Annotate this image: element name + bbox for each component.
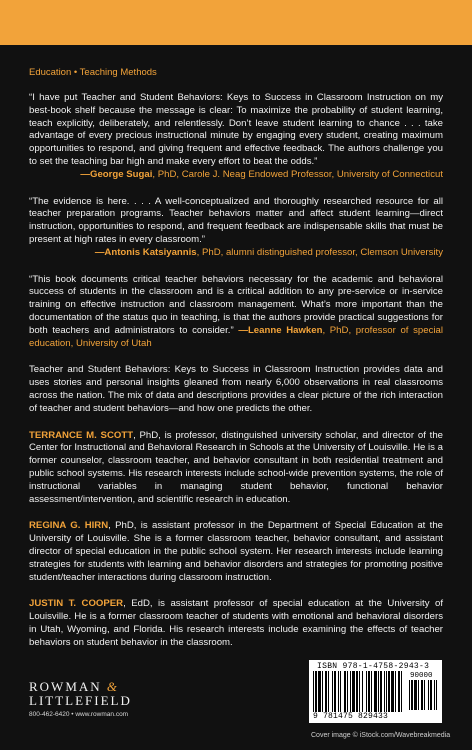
barcode-bar	[384, 671, 385, 712]
endorser-name: —Leanne Hawken	[238, 324, 323, 336]
barcode-bar	[347, 671, 348, 712]
barcode-bar	[368, 671, 370, 712]
author-bio-text: , PhD, is professor, distinguished university scholar, and director of the Center for Instructional and Behavioral Research in Schools at the University of Louisville. He is a former counselor, classroom teacher, and behavior consultant in both residential treatment and public school systems. His research interests include school-wide prevention systems, the role of instructional variables in managing student behavior, functional behavior assessment/intervention, and scientific research in education.	[29, 429, 443, 505]
barcode-bar	[398, 671, 400, 712]
cover-image-credit: Cover image © iStock.com/Wavebreakmedia	[311, 732, 451, 739]
barcode-bar	[414, 680, 417, 710]
author-bio	[29, 430, 443, 507]
endorsement-quote	[29, 274, 443, 351]
barcode-bar	[411, 680, 413, 710]
price-barcode-bars	[409, 680, 439, 710]
publisher-name-line2: LITTLEFIELD	[29, 693, 132, 708]
barcode-bar	[350, 671, 351, 712]
barcode-bar	[356, 671, 358, 712]
barcode-bar	[388, 671, 390, 712]
barcode-bar	[352, 671, 355, 712]
top-color-band	[0, 0, 472, 45]
quote-text: “I have put Teacher and Student Behaviors: Keys to Success in Classroom Instruction on my best-book shelf because the message is clear: To maximize the probability of student learning, teach explicitly, deliberately, and relentlessly. Don’t leave student learning to chance . . . take advantage of every precious instructional minute by engaging every student, creating maximum opportunities to respond, and giving frequent and effective feedback. The authors challenge you to set the teaching bar high and make every effort to beat the odds.”	[29, 92, 443, 167]
author-name: TERRANCE M. SCOTT	[29, 429, 134, 441]
barcode-bar	[318, 671, 321, 712]
barcode-bar	[340, 671, 341, 712]
barcode-bar	[409, 680, 410, 710]
isbn-number: ISBN 978-1-4758-2943-3	[317, 662, 430, 671]
quote-attribution	[29, 247, 443, 260]
publisher-contact: 800-462-6420 • www.rowman.com	[29, 711, 129, 718]
barcode-bar	[386, 671, 387, 712]
author-bio	[29, 520, 443, 584]
barcode-bar	[359, 671, 360, 712]
barcode-bar	[428, 680, 429, 710]
endorser-name: —Antonis Katsiyannis	[94, 246, 197, 258]
author-name: JUSTIN T. COOPER	[29, 598, 124, 610]
isbn-barcode	[309, 660, 442, 723]
ean-digits: 9 781475 829433	[313, 712, 389, 721]
endorser-credentials: , PhD, professor of special education, University of Utah	[29, 324, 443, 349]
barcode-bar	[371, 671, 372, 712]
author-name: REGINA G. HIRN	[29, 520, 109, 532]
barcode-bar	[338, 671, 339, 712]
author-bio	[29, 598, 443, 649]
barcode-bar	[401, 671, 402, 712]
barcode-bar	[325, 671, 327, 712]
barcode-bar	[436, 680, 437, 710]
publisher-logo	[29, 680, 179, 718]
endorser-name: —George Sugai	[80, 168, 153, 180]
barcode-bar	[418, 680, 419, 710]
barcode-bar	[344, 671, 346, 712]
barcode-bar	[315, 671, 317, 712]
barcode-bar	[366, 671, 367, 712]
barcode-bar	[395, 671, 396, 712]
quote-text: “The evidence is here. . . . A well-conceptualized and thoroughly researched resource for all teacher preparation programs. Teacher behaviors matter and affect student learning—direct instruction, opportunities to respond, and frequent feedback are indispensable skills that must be present at high rates in every classroom.”	[29, 195, 443, 245]
endorser-credentials: , PhD, alumni distinguished professor, Clemson University	[196, 246, 443, 258]
ean-barcode-bars	[313, 671, 405, 712]
barcode-bar	[313, 671, 314, 712]
quote-body: “This book documents critical teacher behaviors necessary for the academic and behavioral success of students in the classroom and is a critical addition to any pre-service or in-service training on effective instruction and classroom management. What’s more important than the documentation of the status quo in teaching, is that the authors provide practical suggestions for both teachers and administrators to consider.”	[29, 273, 443, 336]
barcode-bar	[374, 671, 377, 712]
author-bio-text: , PhD, is assistant professor in the Department of Special Education at the University of Louisville. She is a former classroom teacher, behavior consultant, and assistant director of special education in the public school system. Her research interests include learning strategies for students with learning and behavior disorders and strategies for promoting positive student/teacher interactions during classroom instruction.	[29, 520, 443, 583]
endorsement-quote	[29, 196, 443, 260]
publisher-name-line1: ROWMAN &	[29, 679, 120, 694]
price-code: 90000	[410, 672, 433, 680]
barcode-bar	[362, 671, 363, 712]
quote-text	[29, 274, 443, 351]
endorser-credentials: , PhD, Carole J. Neag Endowed Professor, University of Connecticut	[152, 168, 443, 180]
barcode-bar	[334, 671, 336, 712]
endorsement-quote	[29, 92, 443, 182]
barcode-bar	[332, 671, 333, 712]
barcode-bar	[391, 671, 394, 712]
quote-attribution	[29, 169, 443, 182]
barcode-bar	[378, 671, 379, 712]
barcode-bar	[322, 671, 323, 712]
barcode-bar	[328, 671, 329, 712]
barcode-bar	[434, 680, 435, 710]
author-bio-text: , EdD, is assistant professor of special education at the University of Louisville. He is a former classroom teacher of students with emotional and behavioral disorders in Utah, Wyoming, and Florida. His research interests include examining the effects of teacher behaviors on student behavior in the classroom.	[29, 598, 443, 648]
book-description: Teacher and Student Behaviors: Keys to Success in Classroom Instruction provides data and uses stories and personal insights gleaned from nearly 6,000 observations in real classrooms across the nation. The mix of data and descriptions provides a clear picture of the rich interaction of teacher and student behaviors—and how one predicts the other.	[29, 364, 443, 414]
barcode-bar	[380, 671, 382, 712]
barcode-bar	[430, 680, 432, 710]
back-cover-text	[29, 67, 443, 663]
barcode-bar	[424, 680, 425, 710]
category-label: Education • Teaching Methods	[29, 67, 157, 78]
barcode-bar	[421, 680, 423, 710]
